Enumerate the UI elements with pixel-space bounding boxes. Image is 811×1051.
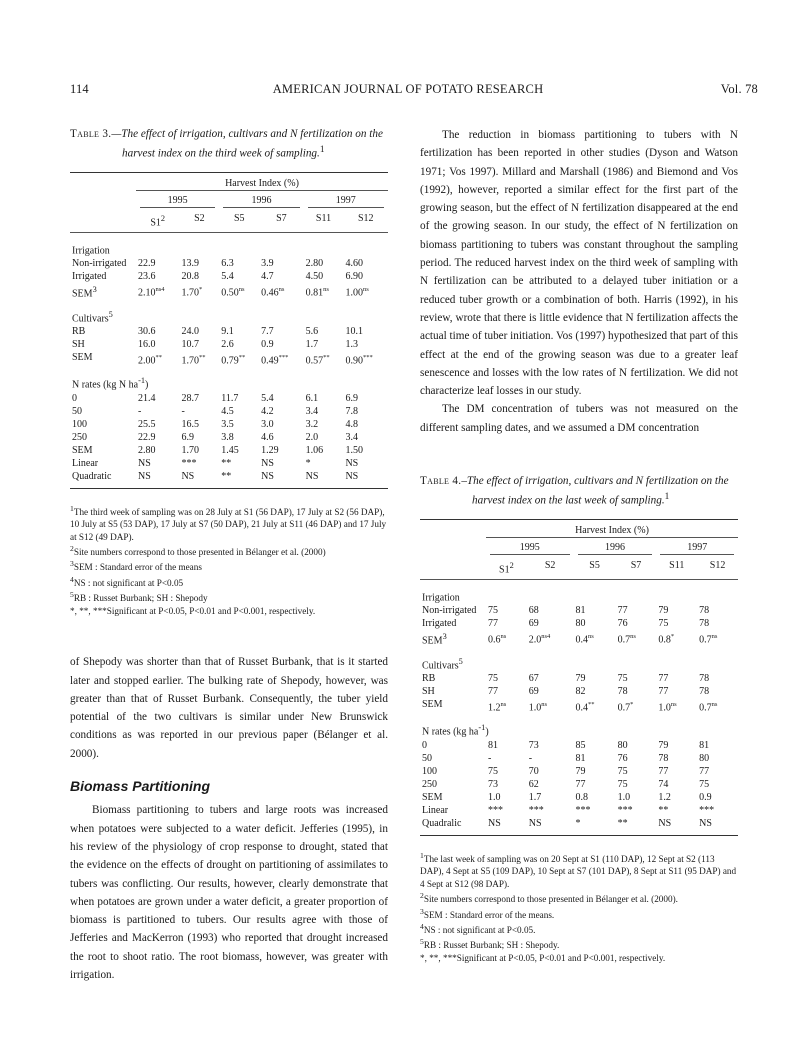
table-cell: 74 [658, 778, 669, 790]
table-cell: $0.46^{ns}$ [261, 286, 285, 299]
left-column [70, 126, 388, 984]
table-3 [70, 126, 388, 617]
table-cell: 0.49*** [261, 354, 289, 367]
row-label: Quadralic [422, 817, 462, 829]
table-cell: *** [528, 804, 544, 816]
table-cell: NS [305, 470, 319, 482]
footnote: $^2$Site numbers correspond to those presented in Bélanger et al. (2000). [420, 891, 678, 905]
table-cell: 3.8 [221, 431, 234, 443]
table-cell: 77 [658, 673, 669, 685]
table-cell: 81 [488, 739, 498, 751]
row-label: 50 [72, 405, 82, 417]
table-cell: * [305, 457, 311, 469]
table-cell: 75 [658, 618, 669, 630]
row-label: Non-irrigated [422, 605, 477, 617]
table-row [420, 630, 738, 647]
paragraph: of Shepody was shorter than that of Russet Burbank, that is it started later and stopped earlier. The bulking rate of Shepody, however, was greater than that of Russet Burbank. Consequently, the tuber yield potential of the two cultivars is similar under New Brunswick conditions as was reported in our previous paper (Bélanger et al. 2000). [70, 656, 388, 760]
table-cell: 0.4** [575, 701, 595, 714]
column-header: S5 [233, 212, 245, 224]
table-cell: $2.0^{ns4}$ [528, 633, 551, 646]
table-cell: - [488, 752, 492, 764]
table-cell: 0.9 [261, 339, 274, 351]
table-row [420, 817, 738, 830]
table-cell: 1.7 [305, 339, 319, 351]
table-row [70, 405, 388, 418]
table-cell: 2.0 [305, 431, 319, 443]
table-cell: 78 [699, 605, 710, 617]
table-title: –The effect of irrigation, cultivars and N fertilization on the harvest index on the last week of sampling. [461, 475, 729, 507]
row-label: Non-irrigated [72, 258, 127, 270]
section-title: Irrigation [72, 245, 110, 257]
table-cell: 4.60 [345, 258, 363, 270]
row-label: SH [422, 686, 435, 698]
paragraph: Biomass partitioning to tubers and large roots was increased when potatoes were subjected to a water deficit. Jefferies (1995), in his review of the physiology of crop response to drought, stated that the evidence on the effects of drought on partitioning of assimilates to tubers was conflicting. Our results, however, clearly demonstrate that when potatoes are grown under a water deficit, a greater proportion of biomass is partitioned to tubers. Our results agree with those of Jefferies and MacKerron (1993) who reported that drought increased the root to shoot ratio. The root biomass, however, was greater with irrigation. [70, 804, 388, 982]
table-footnotes [420, 850, 738, 965]
table-cell: 7.8 [345, 405, 358, 417]
table-cell: NS [658, 817, 672, 829]
table-cell: 75 [617, 673, 628, 685]
table-cell: 4.2 [261, 405, 274, 417]
table-row [70, 392, 388, 405]
table-cell: 16.0 [138, 339, 156, 351]
table-cell: $1.2^{ns}$ [488, 701, 507, 714]
row-label: SH [72, 339, 85, 351]
table-cell: $0.50^{ns}$ [221, 286, 245, 299]
table-cell: 16.5 [181, 418, 199, 430]
table-cell: 80 [699, 752, 710, 764]
table-row [70, 351, 388, 367]
table-cell: 78 [699, 686, 710, 698]
footnote: $^5$RB : Russet Burbank; SH : Shepody. [420, 937, 560, 951]
table-cell: 78 [658, 752, 669, 764]
table-row [420, 685, 738, 698]
table-cell: 1.70** [181, 354, 206, 367]
table-cell: 1.2 [658, 791, 671, 803]
row-label: 0 [72, 392, 77, 404]
column-header: $S1^2$ [150, 213, 166, 229]
row-label: Linear [72, 457, 99, 469]
table-row [420, 791, 738, 804]
table-cell: 1.70 [181, 444, 199, 456]
table-cell: 6.3 [221, 258, 234, 270]
table-cell: 22.9 [138, 258, 156, 270]
column-header: S11 [669, 559, 685, 571]
table-cell: $0.7^{ns}$ [617, 633, 636, 646]
year-header: 1995 [519, 541, 540, 553]
table-cell: 85 [575, 739, 586, 751]
table-cell: 3.0 [261, 418, 274, 430]
table-cell: 1.0 [488, 791, 501, 803]
column-header: S12 [709, 559, 726, 571]
footnote-marker: 1 [319, 145, 325, 155]
column-header: S12 [357, 212, 374, 224]
table-cell: $2.10^{ns4}$ [138, 286, 165, 299]
table-cell: 75 [617, 765, 628, 777]
row-label: Irrigated [72, 271, 107, 283]
table-cell: 2.6 [221, 339, 234, 351]
table-row [70, 270, 388, 283]
row-label: 100 [422, 765, 437, 777]
table-cell: NS [488, 817, 501, 829]
table-cell: 79 [575, 673, 586, 685]
footnote-marker: 1 [664, 492, 670, 503]
table-cell: 7.7 [261, 326, 274, 338]
table-cell: 81 [575, 605, 586, 617]
table-cell: 4.6 [261, 431, 274, 443]
table-cell: 5.6 [305, 326, 319, 338]
table-title: —The effect of irrigation, cultivars and N fertilization on the harvest index on the third week of sampling. [111, 128, 383, 160]
table-cell: 6.9 [345, 392, 358, 404]
row-label: SEM$^3$ [72, 285, 97, 300]
table-row [420, 672, 738, 685]
column-header: S7 [276, 212, 287, 224]
table-cell: 75 [488, 765, 498, 777]
table-cell: 82 [575, 686, 586, 698]
table-cell: 0.57** [305, 354, 330, 367]
table-cell: 2.00** [138, 354, 162, 367]
table-cell: 4.8 [345, 418, 358, 430]
table-row [70, 431, 388, 444]
table-cell: $1.00^{ns}$ [345, 286, 369, 299]
table-cell: 77 [658, 686, 669, 698]
table-cell: 76 [617, 618, 628, 630]
table-cell: 68 [528, 605, 539, 617]
table-cell: 75 [699, 778, 710, 790]
table-cell: 6.9 [181, 431, 194, 443]
table-cell: 4.50 [305, 271, 324, 283]
running-header [58, 82, 758, 102]
table-cell: NS [345, 457, 359, 469]
footnote: $^5$RB : Russet Burbank; SH : Shepody [70, 590, 208, 604]
footnote: $^4$NS : not significant at P<0.05 [70, 574, 184, 588]
table-cell: 1.06 [305, 444, 324, 456]
table-cell: 75 [488, 673, 498, 685]
table-label: Table 3. [70, 128, 112, 140]
table-cell: NS [528, 817, 542, 829]
table-cell: NS [138, 457, 151, 469]
section-heading: Biomass Partitioning [70, 778, 211, 795]
table-cell: $1.0^{ns}$ [528, 701, 548, 714]
table-cell: 24.0 [181, 326, 199, 338]
table-cell: 1.70* [181, 286, 203, 299]
table-cell: 3.4 [305, 405, 319, 417]
column-header: S7 [630, 559, 642, 571]
table-row [70, 457, 388, 470]
table-cell: 6.90 [345, 271, 363, 283]
footnote: $^3$SEM : Standard error of the means. [420, 906, 555, 920]
table-cell: - [528, 752, 533, 764]
data-table [70, 172, 388, 489]
table-cell: *** [617, 804, 633, 816]
row-label: Irrigated [422, 618, 457, 630]
table-row [420, 739, 738, 752]
table-cell: ** [617, 817, 628, 829]
table-cell: 0.79** [221, 354, 246, 367]
table-cell: $0.7^{ns}$ [699, 633, 718, 646]
table-cell: 28.7 [181, 392, 199, 404]
table-4 [420, 473, 738, 964]
table-row [420, 765, 738, 778]
table-cell: 78 [617, 686, 628, 698]
column-header: S2 [194, 212, 205, 224]
table-cell: $0.6^{ns}$ [488, 633, 507, 646]
row-label: SEM [422, 699, 443, 711]
table-cell: 22.9 [138, 431, 156, 443]
table-cell: 77 [488, 686, 498, 698]
table-cell: 81 [699, 739, 710, 751]
table-cell: 69 [528, 686, 539, 698]
table-cell: ** [658, 804, 669, 816]
table-cell: 73 [488, 778, 498, 790]
table-cell: 20.8 [181, 271, 199, 283]
table-cell: 70 [528, 765, 539, 777]
table-cell: NS [345, 470, 359, 482]
section-title: Irrigation [422, 592, 460, 604]
row-label: SEM [422, 791, 443, 803]
table-cell: 81 [575, 752, 586, 764]
table-cell: 3.4 [345, 431, 358, 443]
footnote: $^1$The third week of sampling was on 28 July at S1 (56 DAP), 17 July at S2 (56 DAP), 10 July at S5 (53 DAP), 17 July at S7 (50 DAP), 21 July at S11 (46 DAP) and 17 July at S12 (49 DAP). [70, 503, 387, 542]
column-header: S5 [589, 559, 600, 571]
table-cell: 5.4 [261, 392, 274, 404]
table-cell: 77 [699, 765, 710, 777]
section-title: Cultivars$^5$ [422, 656, 463, 672]
row-label: SEM [72, 352, 93, 364]
table-row [420, 617, 738, 630]
table-cell: 80 [617, 739, 628, 751]
right-column [420, 126, 738, 964]
table-row [420, 698, 738, 714]
table-row [420, 752, 738, 765]
table-cell: 69 [528, 618, 539, 630]
year-header: 1995 [167, 194, 188, 206]
table-cell: 0.7* [617, 701, 634, 714]
table-cell: 30.6 [138, 326, 156, 338]
table-cell: 62 [528, 778, 539, 790]
table-cell: 6.1 [305, 392, 319, 404]
column-spanner: Harvest Index (%) [486, 524, 738, 538]
paragraph: The reduction in biomass partitioning to tubers with N fertilization has been reported in other studies (Dyson and Watson 1971; Vos 1997). Millard and Marshall (1986) and Biemond and Vos (1992), however, reported a similar effect for the first part of the growing season, but the effect of N fertilization disappeared at the end of the growing season. In our study, the effect of N fertilization on biomass partitioning to tubers was constant throughout the sampling period. The reduced harvest index on the third week of sampling with N fertilization can be attributed to a delayed tuber initiation or a reduced tuber growth or a combination of both. Harris (1992), in his review, wrote that there is little evidence that N fertilization affects the actual time of tuber initiation. Vos (1997) hypothesized that part of this effect at the end of the growing season was due to a greater leaf senescence and losses with the low rates of N fertilization. We did not characterize leaf losses in our study. [420, 129, 738, 398]
table-cell: $0.4^{ns}$ [575, 633, 594, 646]
section-title: Cultivars$^5$ [72, 309, 113, 325]
row-label: SEM [72, 444, 93, 456]
left-body-text [70, 653, 388, 984]
table-cell: 1.7 [528, 791, 542, 803]
table-cell: ** [221, 470, 232, 482]
row-label: 0 [422, 739, 427, 751]
table-row [420, 604, 738, 617]
section-title: N rates (kg N $ha^{-1}$) [72, 376, 149, 391]
table-cell: 10.7 [181, 339, 199, 351]
right-body-text [420, 126, 738, 437]
column-header: S11 [315, 212, 332, 224]
table-cell: *** [699, 804, 715, 816]
row-label: SEM$^3$ [422, 632, 447, 647]
footnote-marker: 2 [509, 560, 514, 570]
table-row [70, 283, 388, 300]
table-cell: $0.81^{ns}$ [305, 286, 329, 299]
table-cell: 1.45 [221, 444, 239, 456]
table-cell: 78 [699, 673, 710, 685]
table-cell: 3.5 [221, 418, 234, 430]
table-cell: NS [181, 470, 195, 482]
row-label: 250 [72, 431, 87, 443]
table-cell: 79 [575, 765, 586, 777]
table-cell: NS [699, 817, 712, 829]
table-cell: $1.0^{ns}$ [658, 701, 677, 714]
table-cell: - [138, 405, 142, 417]
table-cell: 4.5 [221, 405, 234, 417]
table-cell: NS [261, 457, 274, 469]
footnote: $^2$Site numbers correspond to those presented in Bélanger et al. (2000) [70, 543, 326, 558]
table-cell: 0.8* [658, 633, 675, 646]
data-table [420, 519, 738, 836]
table-cell: 21.4 [138, 392, 156, 404]
table-cell: $0.7^{ns}$ [699, 701, 718, 714]
table-label: Table 4. [420, 475, 462, 488]
table-cell: 3.2 [305, 418, 319, 430]
table-cell: 77 [658, 765, 669, 777]
column-spanner: Harvest Index (%) [136, 177, 388, 191]
row-label: 50 [422, 752, 432, 764]
table-cell: 1.50 [345, 444, 363, 456]
table-cell: 25.5 [138, 418, 156, 430]
row-label: 100 [72, 418, 87, 430]
table-cell: 2.80 [305, 258, 324, 270]
table-cell: 1.3 [345, 339, 358, 351]
table-cell: ** [221, 457, 232, 469]
table-cell: *** [181, 457, 197, 469]
table-row [70, 325, 388, 338]
table-footnotes [70, 503, 388, 618]
column-header: S2 [544, 559, 556, 571]
table-cell: 10.1 [345, 326, 363, 338]
table-cell: 23.6 [138, 271, 156, 283]
table-row [70, 257, 388, 270]
table-row [420, 778, 738, 791]
column-header: $S1^2$ [499, 560, 514, 576]
footnote: $^1$The last week of sampling was on 20 Sept at S1 (110 DAP), 12 Sept at S2 (113 DAP), 4 Sept at S5 (109 DAP), 10 Sept at S7 (101 DAP), 8 Sept at S11 (95 DAP) and 4 Sept at S12 (98 DAP). [420, 850, 737, 889]
year-header: 1996 [604, 541, 625, 553]
table-row [70, 444, 388, 457]
table-cell: *** [575, 804, 591, 816]
table-cell: 2.80 [138, 444, 156, 456]
page-number: 114 [70, 82, 89, 96]
journal-title: AMERICAN JOURNAL OF POTATO RESEARCH [272, 82, 544, 96]
table-cell: 76 [617, 752, 628, 764]
table-cell: 13.9 [181, 258, 199, 270]
table-cell: 77 [488, 618, 498, 630]
footnote: $^3$SEM : Standard error of the means [70, 559, 202, 573]
table-cell: 1.0 [617, 791, 631, 803]
section-title: N rates (kg $ha^{-1}$) [422, 723, 489, 738]
table-cell: NS [261, 470, 274, 482]
year-header: 1997 [687, 541, 708, 553]
paragraph: The DM concentration of tubers was not measured on the different sampling dates, and we assumed a DM concentration [420, 403, 738, 434]
table-cell: 80 [575, 618, 586, 630]
table-cell: 0.90*** [345, 354, 373, 367]
table-cell: 77 [575, 778, 586, 790]
table-cell: 78 [699, 618, 710, 630]
table-cell: 75 [488, 605, 498, 617]
table-cell: NS [138, 470, 151, 482]
table-cell: *** [488, 804, 503, 816]
year-header: 1996 [251, 194, 272, 206]
table-cell: 79 [658, 605, 669, 617]
table-cell: 9.1 [221, 326, 234, 338]
table-cell: 0.8 [575, 791, 589, 803]
footnote: *, **, ***Significant at P<0.05, P<0.01 and P<0.001, respectively. [70, 605, 316, 616]
table-cell: 11.7 [221, 392, 239, 404]
row-label: RB [422, 673, 436, 685]
table-row [420, 804, 738, 817]
table-row [70, 470, 388, 483]
row-label: RB [72, 326, 86, 338]
table-cell: 67 [528, 673, 539, 685]
table-cell: 73 [528, 739, 539, 751]
footnote-marker: 2 [160, 213, 166, 223]
table-cell: - [181, 405, 185, 417]
table-cell: 1.29 [261, 444, 279, 456]
table-caption [70, 126, 388, 162]
table-row [70, 338, 388, 351]
table-cell: 75 [617, 778, 628, 790]
table-row [70, 418, 388, 431]
volume-number: Vol. 78 [720, 82, 758, 96]
table-cell: 4.7 [261, 271, 274, 283]
table-cell: 79 [658, 739, 669, 751]
table-cell: 77 [617, 605, 628, 617]
footnote: *, **, ***Significant at P<0.05, P<0.01 and P<0.001, respectively. [420, 952, 666, 963]
table-caption [420, 473, 738, 509]
table-cell: 5.4 [221, 271, 234, 283]
row-label: Linear [422, 804, 449, 816]
table-cell: 0.9 [699, 791, 712, 803]
table-cell: * [575, 817, 581, 829]
year-header: 1997 [335, 194, 356, 206]
table-cell: 3.9 [261, 258, 274, 270]
footnote: $^4$NS : not significant at P<0.05. [420, 921, 536, 936]
row-label: 250 [422, 778, 437, 790]
row-label: Quadratic [72, 470, 112, 482]
